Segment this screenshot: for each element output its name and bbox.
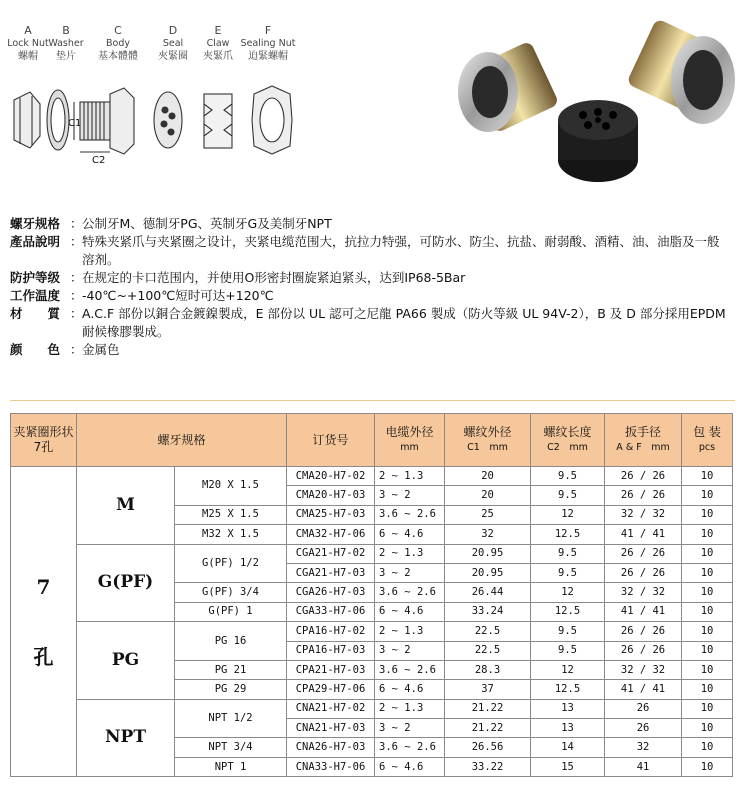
order-number-cell: CPA21-H7-03 (287, 660, 375, 679)
pack-qty-cell: 10 (682, 563, 733, 582)
spec-protection: 防护等级 ： 在规定的卡口范围内，并使用O形密封圈旋紧迫紧头，达到IP68-5Bar (10, 270, 466, 285)
part-c-header: C Body 基本體體 (98, 24, 138, 62)
thread-od-cell: 20.95 (445, 563, 531, 582)
exploded-parts-drawing (0, 80, 300, 200)
thread-od-cell: 32 (445, 525, 531, 544)
spec-list (10, 215, 730, 359)
thread-od-cell: 33.22 (445, 757, 531, 776)
thread-od-cell: 21.22 (445, 719, 531, 738)
c2-label: C2 (92, 155, 106, 166)
thread-size-cell: G(PF) 1/2 (175, 544, 287, 583)
header-hole: 夹紧圈形状 7孔 (11, 414, 77, 467)
thread-od-cell: 28.3 (445, 660, 531, 679)
thread-size-cell: PG 16 (175, 622, 287, 661)
thread-size-cell: PG 21 (175, 660, 287, 679)
table-row (11, 622, 733, 641)
wrench-size-cell: 26 / 26 (605, 641, 682, 660)
thread-size-cell: NPT 1/2 (175, 699, 287, 738)
parts-diagram (0, 0, 440, 205)
cable-range-cell: 6 ~ 4.6 (375, 602, 445, 621)
header-cable: 电缆外径 mm (375, 414, 445, 467)
spec-color: 颜 色 ： 金属色 (10, 342, 120, 357)
thread-length-cell: 13 (531, 699, 605, 718)
part-e-header: E Claw 夾緊爪 (203, 24, 233, 62)
sealing-nut-drawing (252, 86, 292, 154)
part-f-header: F Sealing Nut 迫緊螺帽 (240, 24, 296, 62)
thread-size-cell: M25 X 1.5 (175, 505, 287, 524)
wrench-size-cell: 41 / 41 (605, 525, 682, 544)
claw-drawing (204, 94, 232, 148)
thread-od-cell: 21.22 (445, 699, 531, 718)
header-wrench: 扳手径 A & F mm (605, 414, 682, 467)
pack-qty-cell: 10 (682, 602, 733, 621)
wrench-size-cell: 26 / 26 (605, 544, 682, 563)
thread-length-cell: 9.5 (531, 486, 605, 505)
table-row (11, 467, 733, 486)
spec-thread: 螺牙规格 ： 公制牙M、德制牙PG、英制牙G及美制牙NPT (10, 216, 332, 231)
thread-od-cell: 20 (445, 467, 531, 486)
wrench-size-cell: 32 / 32 (605, 583, 682, 602)
thread-type-cell: G(PF) (77, 544, 175, 622)
hole-type-cell (11, 467, 77, 777)
pack-qty-cell: 10 (682, 544, 733, 563)
thread-length-cell: 9.5 (531, 563, 605, 582)
thread-od-cell: 26.56 (445, 738, 531, 757)
order-number-cell: CGA21-H7-02 (287, 544, 375, 563)
wrench-size-cell: 32 / 32 (605, 505, 682, 524)
cable-range-cell: 2 ~ 1.3 (375, 699, 445, 718)
thread-length-cell: 9.5 (531, 641, 605, 660)
thread-size-cell: G(PF) 3/4 (175, 583, 287, 602)
pack-qty-cell: 10 (682, 738, 733, 757)
cable-range-cell: 3.6 ~ 2.6 (375, 583, 445, 602)
seal-drawing (154, 92, 182, 148)
thread-length-cell: 14 (531, 738, 605, 757)
wrench-size-cell: 26 / 26 (605, 622, 682, 641)
cable-range-cell: 2 ~ 1.3 (375, 622, 445, 641)
order-number-cell: CMA25-H7-03 (287, 505, 375, 524)
header-len: 螺纹长度 C2 mm (531, 414, 605, 467)
thread-length-cell: 12.5 (531, 525, 605, 544)
product-table (10, 413, 733, 777)
thread-length-cell: 15 (531, 757, 605, 776)
cable-range-cell: 2 ~ 1.3 (375, 544, 445, 563)
thread-length-cell: 12 (531, 505, 605, 524)
thread-length-cell: 9.5 (531, 544, 605, 563)
thread-type-cell: PG (77, 622, 175, 700)
header-order: 订货号 (287, 414, 375, 467)
thread-od-cell: 25 (445, 505, 531, 524)
pack-qty-cell: 10 (682, 699, 733, 718)
order-number-cell: CPA16-H7-02 (287, 622, 375, 641)
order-number-cell: CPA16-H7-03 (287, 641, 375, 660)
hole-count: 7 (36, 574, 51, 599)
order-number-cell: CMA32-H7-06 (287, 525, 375, 544)
washer-drawing (47, 90, 69, 150)
order-number-cell: CNA26-H7-03 (287, 738, 375, 757)
pack-qty-cell: 10 (682, 486, 733, 505)
pack-qty-cell: 10 (682, 680, 733, 699)
pack-qty-cell: 10 (682, 719, 733, 738)
part-b-header: B Washer 垫片 (48, 24, 84, 62)
table-row (11, 544, 733, 563)
order-number-cell: CGA33-H7-06 (287, 602, 375, 621)
header-od: 螺纹外径 C1 mm (445, 414, 531, 467)
thread-length-cell: 9.5 (531, 467, 605, 486)
order-number-cell: CNA21-H7-02 (287, 699, 375, 718)
pack-qty-cell: 10 (682, 467, 733, 486)
order-number-cell: CGA26-H7-03 (287, 583, 375, 602)
order-number-cell: CMA20-H7-02 (287, 467, 375, 486)
wrench-size-cell: 32 (605, 738, 682, 757)
cable-range-cell: 3.6 ~ 2.6 (375, 738, 445, 757)
spec-temperature: 工作温度 ： -40℃~+100℃短时可达+120℃ (10, 288, 274, 303)
cable-range-cell: 3 ~ 2 (375, 563, 445, 582)
wrench-size-cell: 26 (605, 699, 682, 718)
thread-length-cell: 12.5 (531, 680, 605, 699)
spec-description: 產品說明 ： 特殊夹紧爪与夹紧圈之设计，夹紧电缆范围大，抗拉力特强，可防水、防尘、抗盐、耐弱酸、酒精、油、油脂及一般溶剂。 (10, 234, 720, 267)
thread-od-cell: 22.5 (445, 622, 531, 641)
cable-range-cell: 3 ~ 2 (375, 641, 445, 660)
cable-range-cell: 6 ~ 4.6 (375, 757, 445, 776)
body-drawing (74, 88, 134, 154)
order-number-cell: CNA33-H7-06 (287, 757, 375, 776)
cable-range-cell: 6 ~ 4.6 (375, 680, 445, 699)
left-gland (458, 40, 560, 133)
pack-qty-cell: 10 (682, 525, 733, 544)
thread-size-cell: M32 X 1.5 (175, 525, 287, 544)
pack-qty-cell: 10 (682, 660, 733, 679)
section-divider (10, 400, 735, 401)
wrench-size-cell: 41 / 41 (605, 602, 682, 621)
pack-qty-cell: 10 (682, 583, 733, 602)
thread-od-cell: 26.44 (445, 583, 531, 602)
cable-range-cell: 3.6 ~ 2.6 (375, 660, 445, 679)
part-a-header: A Lock Nut 螺帽 (7, 24, 49, 62)
part-d-header: D Seal 夾緊圈 (158, 24, 188, 62)
thread-length-cell: 12.5 (531, 602, 605, 621)
thread-od-cell: 20 (445, 486, 531, 505)
thread-type-cell: M (77, 467, 175, 545)
c1-label: C1 (68, 118, 82, 129)
wrench-size-cell: 41 / 41 (605, 680, 682, 699)
order-number-cell: CPA29-H7-06 (287, 680, 375, 699)
seal-insert (558, 100, 638, 182)
pack-qty-cell: 10 (682, 757, 733, 776)
order-number-cell: CNA21-H7-03 (287, 719, 375, 738)
wrench-size-cell: 26 / 26 (605, 467, 682, 486)
pack-qty-cell: 10 (682, 622, 733, 641)
wrench-size-cell: 26 (605, 719, 682, 738)
thread-size-cell: M20 X 1.5 (175, 467, 287, 506)
cable-range-cell: 3 ~ 2 (375, 486, 445, 505)
cable-range-cell: 3.6 ~ 2.6 (375, 505, 445, 524)
header-thread: 螺牙规格 (77, 414, 287, 467)
thread-length-cell: 12 (531, 660, 605, 679)
right-gland (626, 18, 735, 124)
hole-char: 孔 (33, 644, 54, 669)
thread-length-cell: 13 (531, 719, 605, 738)
thread-length-cell: 9.5 (531, 622, 605, 641)
wrench-size-cell: 41 (605, 757, 682, 776)
cable-glands-photo (448, 0, 749, 200)
cable-range-cell: 6 ~ 4.6 (375, 525, 445, 544)
thread-size-cell: PG 29 (175, 680, 287, 699)
wrench-size-cell: 26 / 26 (605, 563, 682, 582)
thread-size-cell: NPT 3/4 (175, 738, 287, 757)
spec-material: 材 質 ： A.C.F 部份以銅合金鍍鎳製成，E 部份以 UL 認可之尼龍 PA66 製成（防火等級 UL 94V-2），B 及 D 部分採用EPDM耐候橡膠製成。 (10, 306, 726, 339)
cable-range-cell: 3 ~ 2 (375, 719, 445, 738)
pack-qty-cell: 10 (682, 505, 733, 524)
header-pack: 包 装 pcs (682, 414, 733, 467)
cable-range-cell: 2 ~ 1.3 (375, 467, 445, 486)
table-header-row (11, 414, 733, 467)
thread-type-cell: NPT (77, 699, 175, 777)
thread-od-cell: 37 (445, 680, 531, 699)
thread-od-cell: 33.24 (445, 602, 531, 621)
thread-size-cell: NPT 1 (175, 757, 287, 776)
order-number-cell: CGA21-H7-03 (287, 563, 375, 582)
wrench-size-cell: 26 / 26 (605, 486, 682, 505)
order-number-cell: CMA20-H7-03 (287, 486, 375, 505)
thread-od-cell: 22.5 (445, 641, 531, 660)
thread-length-cell: 12 (531, 583, 605, 602)
thread-size-cell: G(PF) 1 (175, 602, 287, 621)
product-photo (448, 0, 749, 200)
lock-nut-drawing (14, 92, 40, 148)
wrench-size-cell: 32 / 32 (605, 660, 682, 679)
table-row (11, 699, 733, 718)
thread-od-cell: 20.95 (445, 544, 531, 563)
pack-qty-cell: 10 (682, 641, 733, 660)
